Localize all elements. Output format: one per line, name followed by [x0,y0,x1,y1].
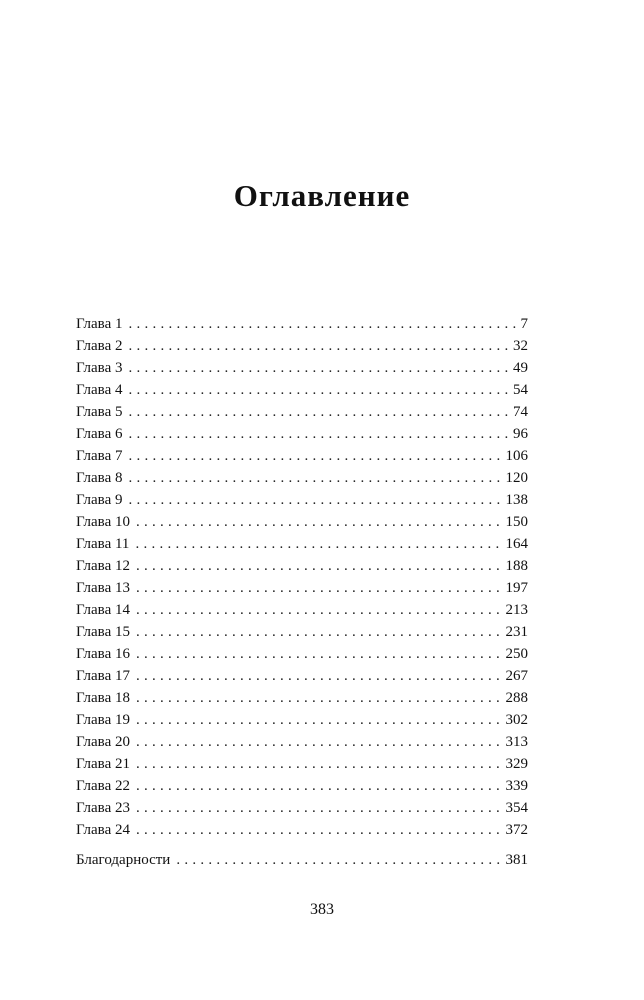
dot-leader [136,511,502,533]
dot-leader [128,313,516,335]
toc-entry-label: Глава 7 [76,448,123,464]
toc-entry-page: 339 [505,778,528,794]
toc-entry[interactable] [76,665,528,687]
toc-entry-page: 381 [505,852,528,868]
toc-entry-label: Глава 17 [76,668,130,684]
dot-leader [136,555,502,577]
toc-entry-label: Глава 22 [76,778,130,794]
dot-leader [136,753,502,775]
toc-entry-page: 54 [513,382,528,398]
toc-entry[interactable] [76,709,528,731]
toc-entry-page: 313 [505,734,528,750]
toc-entry[interactable] [76,621,528,643]
dot-leader [128,423,509,445]
toc-entry[interactable] [76,313,528,335]
toc-entry-label: Глава 8 [76,470,123,486]
toc-entry-label: Глава 6 [76,426,123,442]
toc-entry-label: Глава 3 [76,360,123,376]
toc-entry-page: 267 [505,668,528,684]
toc-entry-acknowledgements[interactable] [76,849,528,871]
toc-entry[interactable] [76,731,528,753]
toc-entry-page: 197 [505,580,528,596]
toc-entry-label: Глава 10 [76,514,130,530]
dot-leader [136,687,502,709]
dot-leader [136,599,502,621]
toc-entry-page: 164 [505,536,528,552]
toc-entry[interactable] [76,423,528,445]
toc-entry[interactable] [76,511,528,533]
toc-entry[interactable] [76,401,528,423]
dot-leader [136,643,502,665]
toc-entry-page: 106 [505,448,528,464]
toc-entry-page: 354 [505,800,528,816]
toc-entry-page: 213 [505,602,528,618]
dot-leader [136,797,502,819]
toc-entry-page: 188 [505,558,528,574]
page-title: Оглавление [233,178,411,213]
page-number: 383 [310,901,334,918]
toc-entry-page: 288 [505,690,528,706]
toc-entry[interactable] [76,797,528,819]
toc-entry-label: Глава 4 [76,382,123,398]
toc-entry[interactable] [76,335,528,357]
toc-entry-page: 150 [505,514,528,530]
toc-entry-label: Глава 13 [76,580,130,596]
toc-entry-label: Глава 15 [76,624,130,640]
toc-entry[interactable] [76,533,528,555]
toc-entry-label: Глава 2 [76,338,123,354]
toc-entry[interactable] [76,379,528,401]
toc-entry-label: Глава 18 [76,690,130,706]
toc-entry[interactable] [76,643,528,665]
toc-entry[interactable] [76,599,528,621]
dot-leader [128,467,501,489]
toc-entry-page: 7 [520,316,528,332]
dot-leader [128,335,509,357]
toc-entry[interactable] [76,753,528,775]
toc-entry[interactable] [76,819,528,841]
toc-entry[interactable] [76,489,528,511]
toc-entry-label: Глава 19 [76,712,130,728]
toc-entry-page: 120 [505,470,528,486]
dot-leader [128,445,501,467]
dot-leader [135,533,501,555]
dot-leader [176,849,501,871]
dot-leader [136,577,502,599]
toc-entry[interactable] [76,555,528,577]
toc-entry-page: 96 [513,426,528,442]
toc-entry[interactable] [76,357,528,379]
dot-leader [128,357,509,379]
toc-entry-label: Благодарности [76,852,171,868]
toc-entry-page: 329 [505,756,528,772]
dot-leader [136,621,502,643]
toc-entry-label: Глава 5 [76,404,123,420]
toc-entry-label: Глава 12 [76,558,130,574]
dot-leader [128,401,509,423]
table-of-contents [76,313,528,871]
toc-entry[interactable] [76,687,528,709]
dot-leader [136,709,502,731]
toc-entry-label: Глава 20 [76,734,130,750]
toc-entry-label: Глава 1 [76,316,123,332]
toc-entry-page: 74 [513,404,528,420]
toc-entry-page: 138 [505,492,528,508]
toc-entry[interactable] [76,445,528,467]
dot-leader [136,665,502,687]
dot-leader [136,731,502,753]
dot-leader [136,819,502,841]
toc-entry-page: 250 [505,646,528,662]
toc-entry-page: 302 [505,712,528,728]
toc-entry-label: Глава 23 [76,800,130,816]
toc-entry-label: Глава 21 [76,756,130,772]
toc-entry-page: 49 [513,360,528,376]
toc-entry[interactable] [76,577,528,599]
toc-entry-label: Глава 16 [76,646,130,662]
toc-entry-label: Глава 24 [76,822,130,838]
dot-leader [128,489,501,511]
dot-leader [136,775,502,797]
toc-entry[interactable] [76,467,528,489]
toc-entry-label: Глава 9 [76,492,123,508]
toc-entry-page: 372 [505,822,528,838]
toc-entry-label: Глава 14 [76,602,130,618]
toc-entry-page: 32 [513,338,528,354]
toc-entry-label: Глава 11 [76,536,130,552]
toc-entry[interactable] [76,775,528,797]
toc-entry-page: 231 [505,624,528,640]
dot-leader [128,379,509,401]
